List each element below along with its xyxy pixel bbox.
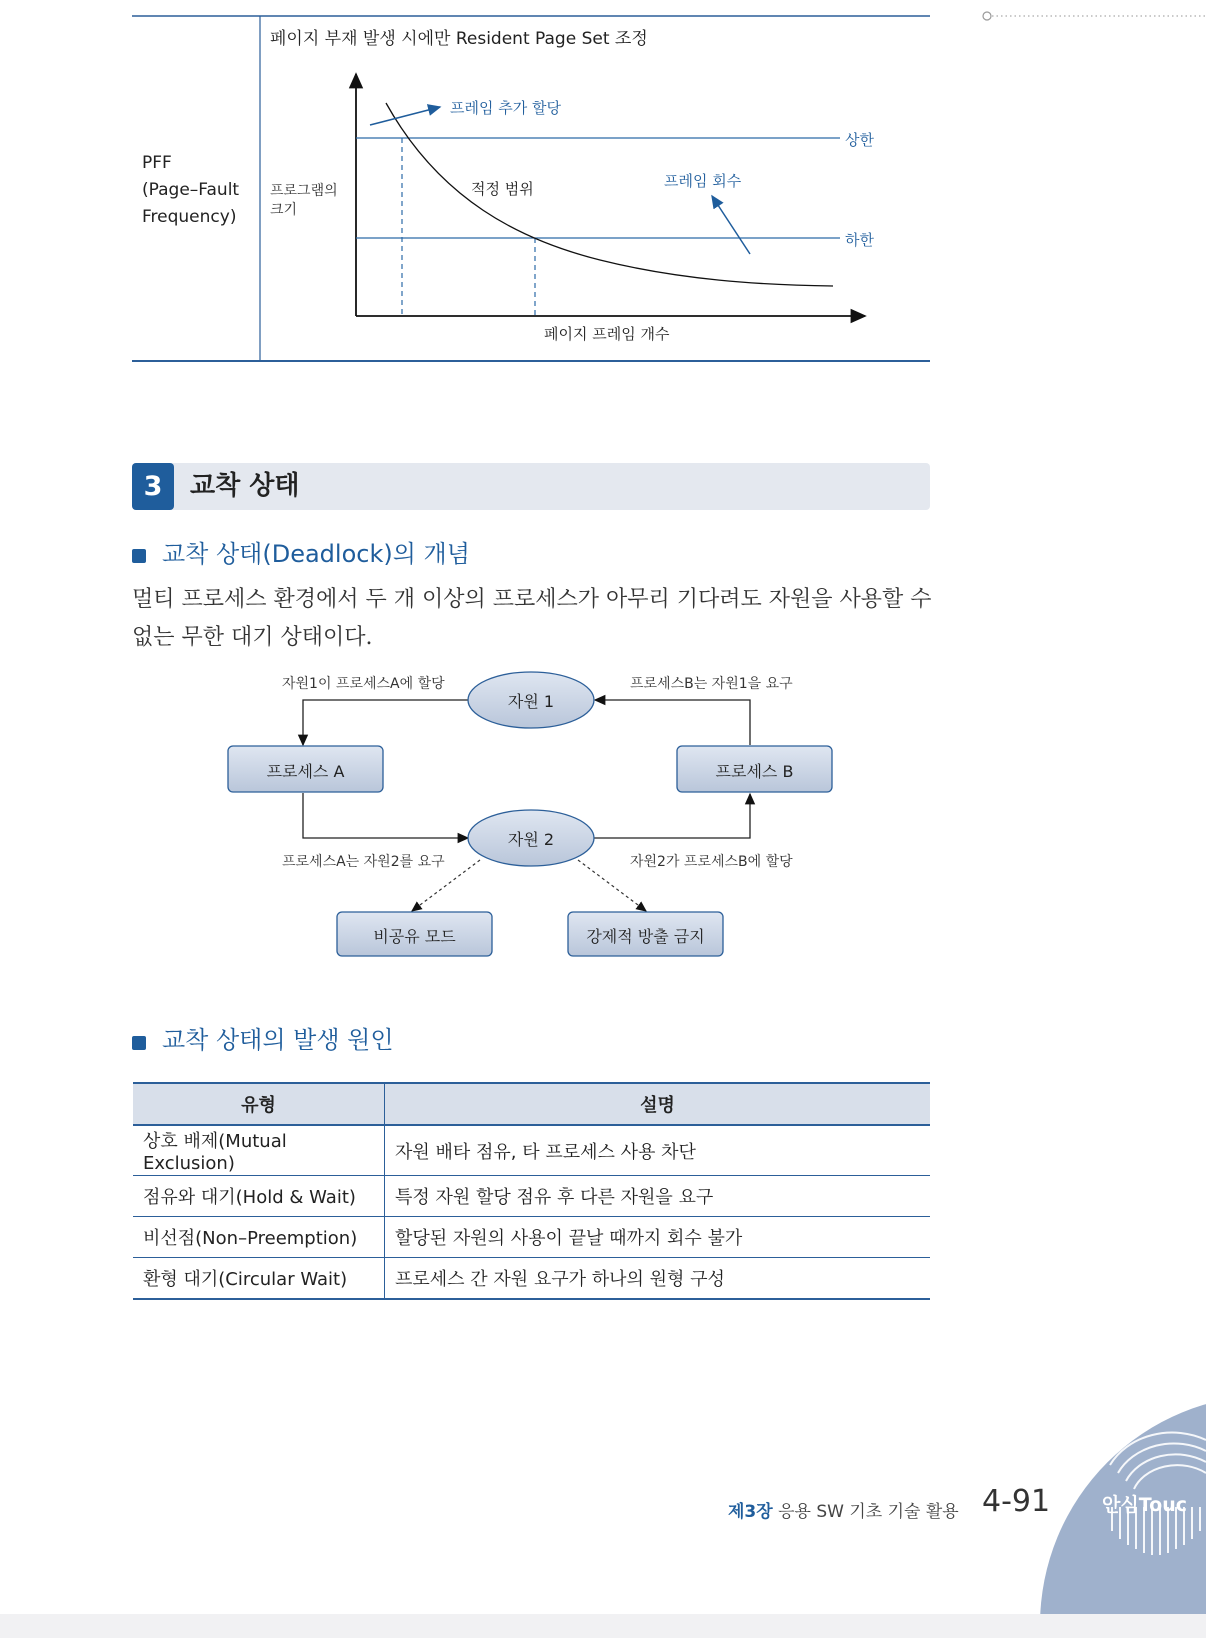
section-number: 3 [132,463,174,510]
r2-to-B-label: 자원2가 프로세스B에 할당 [630,854,793,870]
row-desc: 프로세스 간 자원 요구가 하나의 원형 구성 [385,1258,931,1300]
table-row [133,1258,930,1300]
pff-ylabel-line2: 크기 [270,202,298,218]
annot-reclaim: 프레임 회수 [664,172,742,190]
row-desc: 특정 자원 할당 점유 후 다른 자원을 요구 [385,1176,931,1217]
annot-alloc: 프레임 추가 할당 [450,99,561,117]
pff-label-line3: Frequency) [142,207,237,227]
section-title: 교착 상태 [190,471,300,501]
A-req-r2-label: 프로세스A는 자원2를 요구 [282,854,445,870]
nonshare-label: 비공유 모드 [373,927,456,946]
footer-chapter-title: 응용 SW 기초 기술 활용 [778,1502,959,1522]
table-row [133,1217,930,1258]
A-to-r2-line [303,793,468,838]
bottom-bar [0,1614,1206,1638]
badge-label: 안심Touc [1102,1494,1187,1516]
row-desc: 할당된 자원의 사용이 끝날 때까지 회수 불가 [385,1217,931,1258]
row-type: 환형 대기(Circular Wait) [133,1258,385,1300]
pff-label-line1: PFF [142,153,172,173]
pff-xlabel: 페이지 프레임 개수 [544,325,670,343]
page-number: 4-91 [982,1484,1051,1519]
r1-to-A-label: 자원1이 프로세스A에 할당 [282,676,445,692]
table-row [133,1125,930,1176]
row-desc: 자원 배타 점유, 타 프로세스 사용 차단 [385,1125,931,1176]
table-header-row [133,1083,930,1125]
header-type: 유형 [133,1083,385,1125]
nopreempt-label: 강제적 방출 금지 [586,927,705,946]
resource1-label: 자원 1 [507,692,555,711]
row-type: 비선점(Non–Preemption) [133,1217,385,1258]
processA-label: 프로세스 A [266,762,345,781]
footer-chapter [728,1497,959,1522]
B-req-r1-label: 프로세스B는 자원1을 요구 [630,676,793,692]
upper-label: 상한 [845,131,874,149]
bullet-square-icon [132,1036,146,1050]
pff-ylabel-line1: 프로그램의 [270,183,338,199]
pff-description: 페이지 부재 발생 시에만 Resident Page Set 조정 [270,29,648,49]
footer-chapter-number: 제3장 [728,1502,773,1522]
lower-label: 하한 [845,231,874,249]
processB-label: 프로세스 B [715,762,794,781]
r2-to-B-line [593,794,750,838]
annot-range: 적정 범위 [471,180,534,198]
concept-body: 멀티 프로세스 환경에서 두 개 이상의 프로세스가 아무리 기다려도 자원을 사용할 수 없는 무한 대기 상태이다. [132,587,932,650]
causes-table [133,1082,930,1300]
row-type: 점유와 대기(Hold & Wait) [133,1176,385,1217]
resource2-label: 자원 2 [507,830,555,849]
B-to-r1-line [595,700,750,745]
r1-to-A-line [303,700,470,745]
causes-title: 교착 상태의 발생 원인 [162,1026,394,1054]
concept-title: 교착 상태(Deadlock)의 개념 [162,540,470,568]
table-row [133,1176,930,1217]
pff-label-line2: (Page–Fault [142,180,240,200]
row-type: 상호 배제(Mutual Exclusion) [133,1125,385,1176]
header-desc: 설명 [385,1083,931,1125]
